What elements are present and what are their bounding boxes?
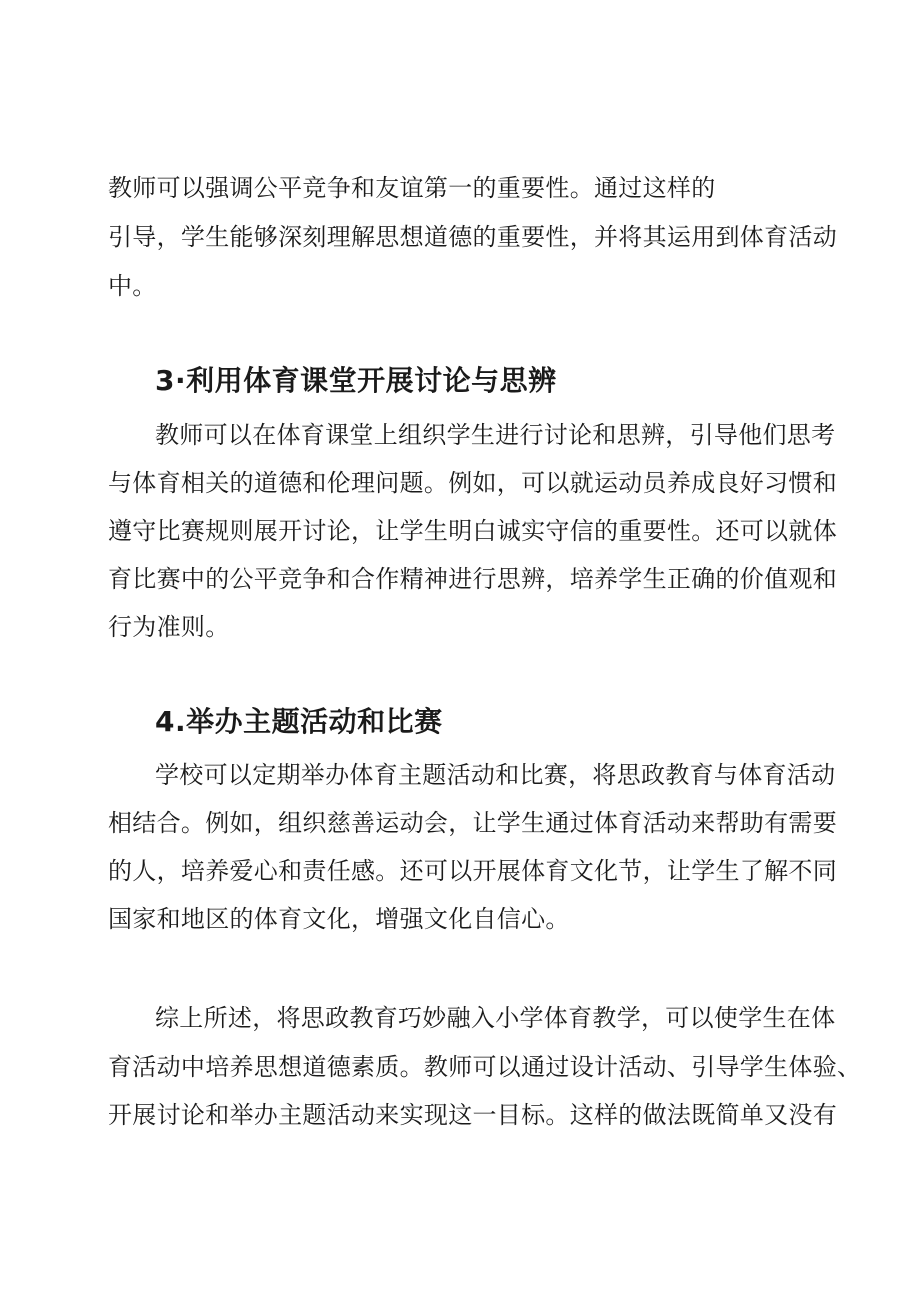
section-4-line-1: 学校可以定期举办体育主题活动和比赛，将思政教育与体育活动: [155, 761, 836, 789]
section-4-heading: 4.举办主题活动和比赛: [155, 705, 443, 738]
section-3-heading: 3·利用体育课堂开展讨论与思辨: [155, 364, 557, 397]
intro-line-3: 中。: [108, 272, 157, 300]
conclusion-line-2: 育活动中培养思想道德素质。教师可以通过设计活动、引导学生体验、: [108, 1053, 862, 1081]
intro-line-1: 教师可以强调公平竞争和友谊第一的重要性。通过这样的: [108, 174, 716, 202]
section-3-line-5: 行为准则。: [108, 613, 230, 641]
section-3-line-2: 与体育相关的道德和伦理问题。例如，可以就运动员养成良好习惯和: [108, 469, 837, 497]
conclusion-line-1: 综上所述，将思政教育巧妙融入小学体育教学，可以使学生在体: [155, 1004, 836, 1032]
section-3-line-4: 育比赛中的公平竞争和合作精神进行思辨，培养学生正确的价值观和: [108, 565, 837, 593]
section-3-line-3: 遵守比赛规则展开讨论，让学生明白诚实守信的重要性。还可以就体: [108, 517, 837, 545]
conclusion-line-3: 开展讨论和举办主题活动来实现这一目标。这样的做法既简单又没有: [108, 1101, 837, 1129]
intro-line-2: 引导，学生能够深刻理解思想道德的重要性，并将其运用到体育活动: [108, 223, 837, 251]
section-4-line-4: 国家和地区的体育文化，增强文化自信心。: [108, 905, 570, 933]
section-3-line-1: 教师可以在体育课堂上组织学生进行讨论和思辨，引导他们思考: [155, 421, 836, 449]
section-4-line-2: 相结合。例如，组织慈善运动会，让学生通过体育活动来帮助有需要: [108, 809, 837, 837]
section-4-line-3: 的人，培养爱心和责任感。还可以开展体育文化节，让学生了解不同: [108, 857, 837, 885]
